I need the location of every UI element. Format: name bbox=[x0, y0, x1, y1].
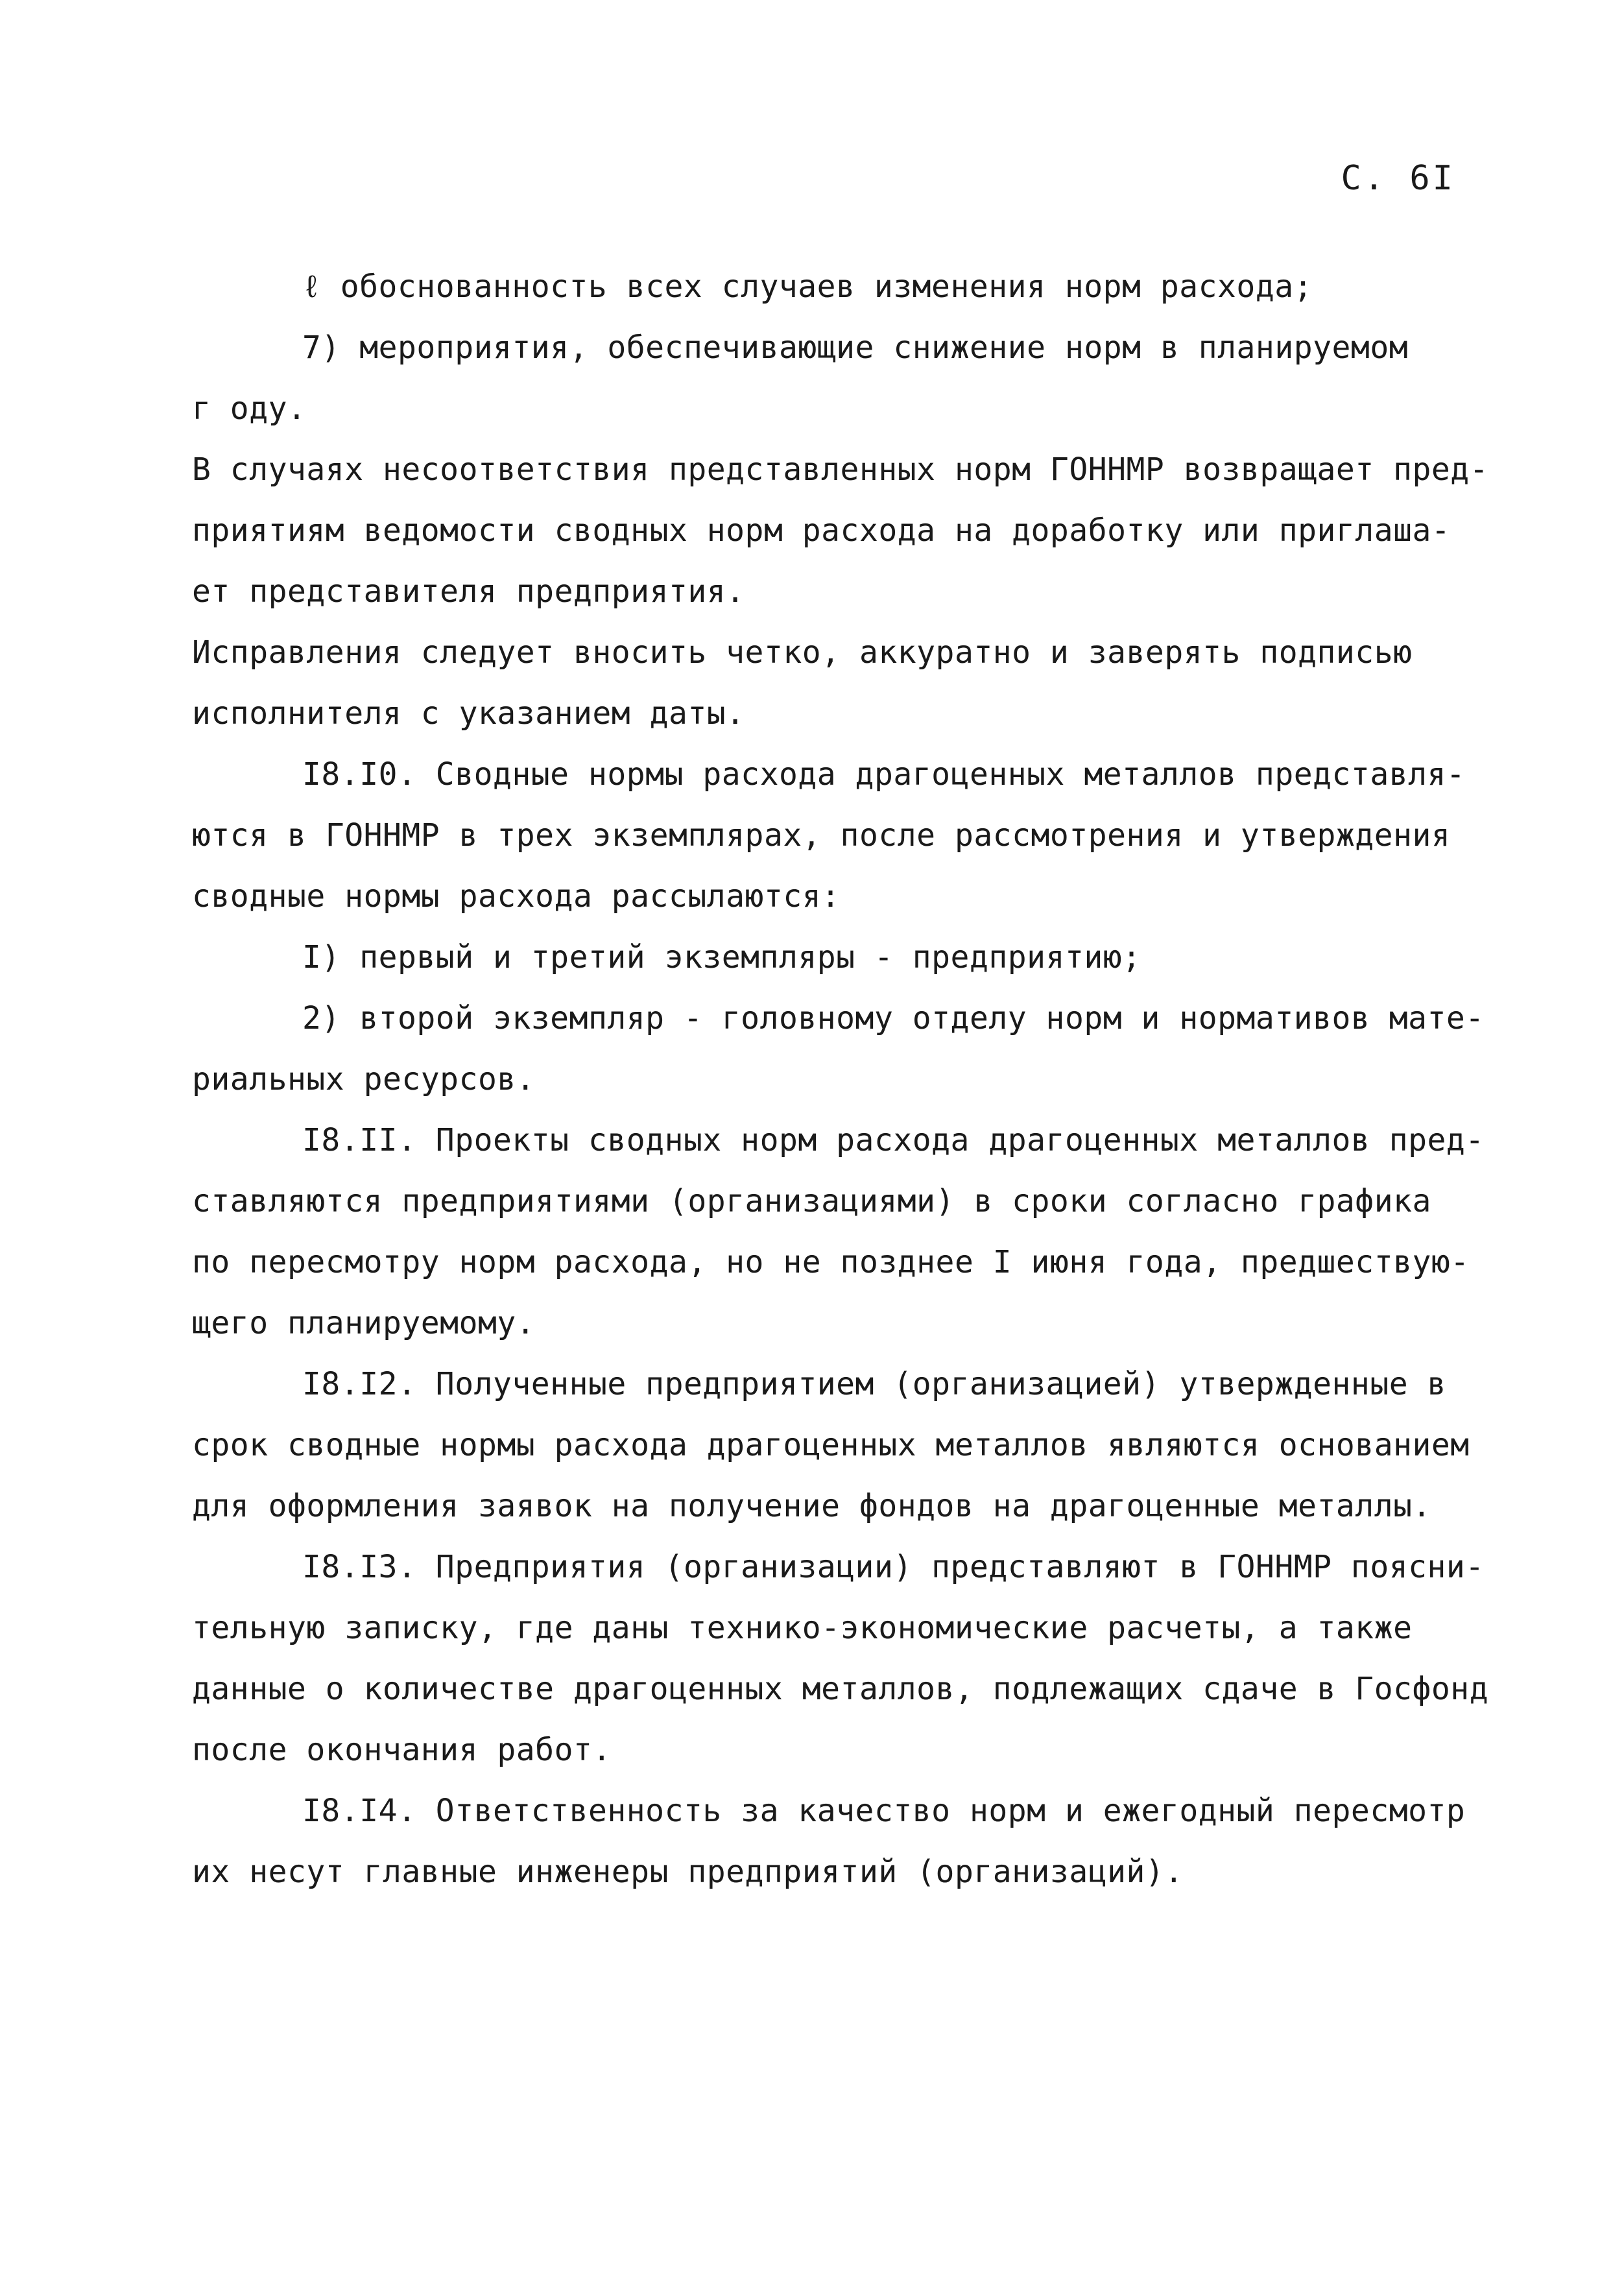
text-line: I8.II. Проекты сводных норм расхода драгоценных металлов пред- bbox=[302, 1122, 1485, 1158]
text-line: их несут главные инженеры предприятий (организаций). bbox=[192, 1854, 1184, 1890]
text-line: ются в ГОННМР в трех экземплярах, после рассмотрения и утверждения bbox=[192, 817, 1451, 854]
page-number: С. 6I bbox=[1341, 159, 1455, 198]
text-line: I8.I2. Полученные предприятием (организацией) утвержденные в bbox=[302, 1366, 1446, 1402]
text-line: для оформления заявок на получение фондов на драгоценные металлы. bbox=[192, 1488, 1431, 1524]
text-line: I) первый и третий экземпляры - предприятию; bbox=[302, 939, 1141, 975]
text-line: ет представителя предприятия. bbox=[192, 573, 745, 610]
text-line: ℓ обоснованность всех случаев изменения норм расхода; bbox=[302, 269, 1313, 305]
text-line: I8.I3. Предприятия (организации) представляют в ГОННМР поясни- bbox=[302, 1549, 1485, 1585]
text-line: после окончания работ. bbox=[192, 1732, 612, 1768]
text-line: Исправления следует вносить четко, аккуратно и заверять подписью bbox=[192, 634, 1413, 671]
text-line: сводные нормы расхода рассылаются: bbox=[192, 878, 841, 915]
text-line: тельную записку, где даны технико-экономические расчеты, а также bbox=[192, 1610, 1413, 1646]
text-line: риальных ресурсов. bbox=[192, 1061, 536, 1097]
text-line: ставляются предприятиями (организациями) в сроки согласно графика bbox=[192, 1183, 1431, 1219]
text-line: В случаях несоответствия представленных норм ГОННМР возвращает пред- bbox=[192, 451, 1489, 488]
text-line: по пересмотру норм расхода, но не позднее I июня года, предшествую- bbox=[192, 1244, 1470, 1280]
text-line: срок сводные нормы расхода драгоценных металлов являются основанием bbox=[192, 1427, 1470, 1463]
text-line: г оду. bbox=[192, 390, 307, 427]
text-line: I8.I4. Ответственность за качество норм и ежегодный пересмотр bbox=[302, 1793, 1466, 1829]
document-body bbox=[192, 256, 1489, 1902]
text-line: 7) мероприятия, обеспечивающие снижение норм в планируемом bbox=[302, 329, 1409, 366]
text-line: приятиям ведомости сводных норм расхода на доработку или приглаша- bbox=[192, 512, 1451, 549]
text-line: I8.I0. Сводные нормы расхода драгоценных металлов представля- bbox=[302, 756, 1466, 793]
text-line: 2) второй экземпляр - головному отделу норм и нормативов мате- bbox=[302, 1000, 1485, 1036]
text-line: исполнителя с указанием даты. bbox=[192, 695, 745, 732]
text-line: щего планируемому. bbox=[192, 1305, 536, 1341]
text-line: данные о количестве драгоценных металлов, подлежащих сдаче в Госфонд bbox=[192, 1671, 1489, 1707]
